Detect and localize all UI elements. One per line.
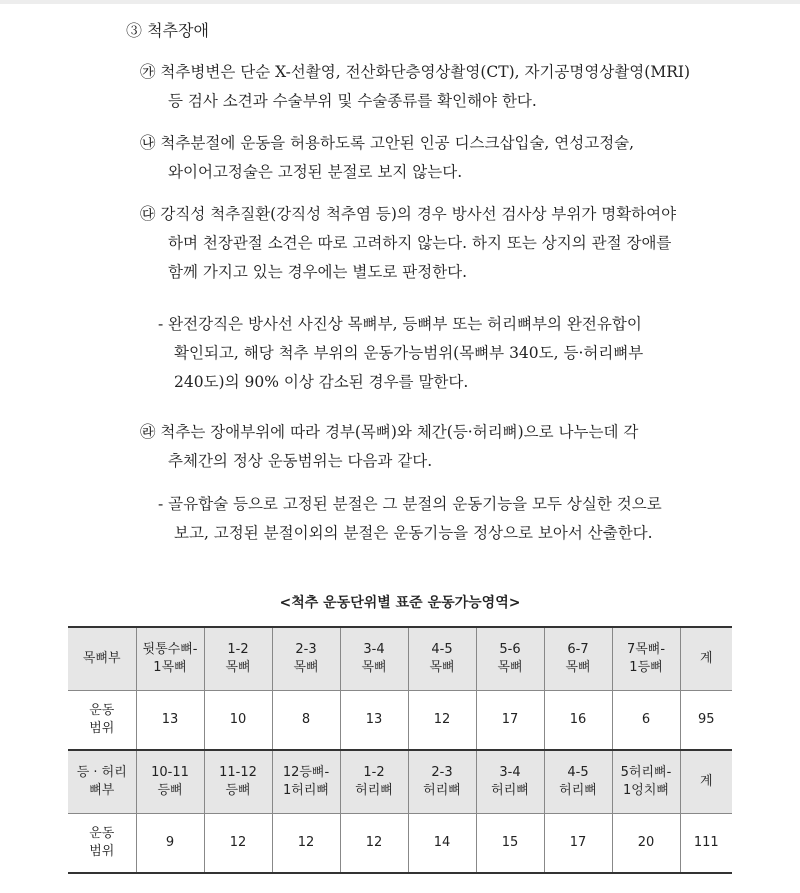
table-cell-text: 16 bbox=[569, 712, 587, 727]
table-cell bbox=[680, 750, 732, 814]
table-cell-text: 허리뼈 bbox=[423, 783, 461, 798]
table-cell-text: 13 bbox=[365, 712, 383, 727]
sub-item-fusion bbox=[158, 490, 738, 548]
table-cell bbox=[68, 691, 136, 751]
table-cell bbox=[476, 814, 544, 874]
section-heading: ③ 척추장애 bbox=[126, 21, 209, 40]
table-cell-text: 2-3 bbox=[431, 765, 453, 780]
table-cell-text: 10 bbox=[229, 712, 247, 727]
paragraph-line: - 골유합술 등으로 고정된 분절은 그 분절의 운동기능을 모두 상실한 것으로 bbox=[158, 495, 662, 513]
table-cell-text: 목뼈 bbox=[497, 660, 523, 675]
table-cell-text: 등뼈 bbox=[157, 783, 183, 798]
table-cell-text: 17 bbox=[569, 835, 587, 850]
table-cell-text: 6 bbox=[641, 712, 651, 727]
table-cell-text: 범위 bbox=[89, 721, 115, 736]
table-cell-text: 허리뼈 bbox=[491, 783, 529, 798]
table-cell bbox=[476, 627, 544, 691]
table-cell-text: 3-4 bbox=[363, 642, 385, 657]
paragraph-line: 추체간의 정상 운동범위는 다음과 같다. bbox=[168, 452, 433, 470]
table-cell-text: 111 bbox=[693, 835, 719, 850]
table-cell-text: 1-2 bbox=[363, 765, 385, 780]
table-cell-text: 계 bbox=[699, 774, 713, 789]
table-cell bbox=[680, 627, 732, 691]
table-cell-text: 8 bbox=[301, 712, 311, 727]
table-cell bbox=[544, 691, 612, 751]
table-cell bbox=[272, 814, 340, 874]
table-cell-text: 등뼈 bbox=[225, 783, 251, 798]
paragraph-ra bbox=[140, 418, 740, 476]
table-cell-text: 4-5 bbox=[431, 642, 453, 657]
table-cell bbox=[476, 691, 544, 751]
table-cell bbox=[68, 750, 136, 814]
table-cell-text: 5허리뼈- bbox=[620, 765, 672, 780]
table-cell bbox=[68, 814, 136, 874]
table-cell bbox=[340, 814, 408, 874]
table-cell-text: 1엉치뼈 bbox=[623, 783, 669, 798]
paragraph-line: 240도)의 90% 이상 감소된 경우를 말한다. bbox=[174, 373, 469, 391]
paragraph-line: ㉮ 척추병변은 단순 X-선촬영, 전산화단층영상촬영(CT), 자기공명영상촬영(MRI) bbox=[140, 63, 691, 81]
paragraph-line: ㉱ 척추는 장애부위에 따라 경부(목뼈)와 체간(등·허리뼈)으로 나누는데 각 bbox=[140, 423, 639, 441]
table-cell bbox=[68, 627, 136, 691]
thoracolumbar-values-row bbox=[68, 814, 732, 874]
cervical-values-row bbox=[68, 691, 732, 751]
table-cell bbox=[272, 691, 340, 751]
table-cell-text: 17 bbox=[501, 712, 519, 727]
motion-range-table bbox=[68, 626, 732, 874]
table-cell-text: 범위 bbox=[89, 844, 115, 859]
table-cell bbox=[476, 750, 544, 814]
table-cell bbox=[136, 750, 204, 814]
table-cell-text: 12등뼈- bbox=[282, 765, 330, 780]
thoracolumbar-header-row bbox=[68, 750, 732, 814]
table-cell-text: 허리뼈 bbox=[559, 783, 597, 798]
table-cell-text: 1-2 bbox=[227, 642, 249, 657]
table-cell bbox=[272, 750, 340, 814]
table-cell-text: 12 bbox=[297, 835, 315, 850]
paragraph-line: 하며 천장관절 소견은 따로 고려하지 않는다. 하지 또는 상지의 관절 장애를 bbox=[168, 234, 672, 252]
table-cell bbox=[408, 691, 476, 751]
table-cell-text: 13 bbox=[161, 712, 179, 727]
table-cell-text: 4-5 bbox=[567, 765, 589, 780]
sub-item-full-ankylosis bbox=[158, 310, 738, 397]
table-cell-text: 목뼈 bbox=[225, 660, 251, 675]
top-strip bbox=[0, 0, 800, 4]
paragraph-line: ㉯ 척추분절에 운동을 허용하도록 고안된 인공 디스크삽입술, 연성고정술, bbox=[140, 134, 635, 152]
table-cell bbox=[680, 691, 732, 751]
table-cell bbox=[340, 691, 408, 751]
table-cell bbox=[680, 814, 732, 874]
table-cell bbox=[136, 814, 204, 874]
paragraph-line: ㉰ 강직성 척추질환(강직성 척추염 등)의 경우 방사선 검사상 부위가 명확하여야 bbox=[140, 205, 677, 223]
cervical-header-row bbox=[68, 627, 732, 691]
paragraph-da bbox=[140, 200, 740, 287]
table-cell-text: 1등뼈 bbox=[629, 660, 663, 675]
table-cell-text: 뒷통수뼈- bbox=[142, 642, 198, 657]
table-cell-text: 목뼈 bbox=[293, 660, 319, 675]
paragraph-line: 와이어고정술은 고정된 분절로 보지 않는다. bbox=[168, 163, 463, 181]
table-cell bbox=[544, 750, 612, 814]
table-cell-text: 15 bbox=[501, 835, 519, 850]
table-cell bbox=[408, 814, 476, 874]
table-cell bbox=[136, 627, 204, 691]
table-cell bbox=[544, 814, 612, 874]
table-cell bbox=[272, 627, 340, 691]
table-cell bbox=[204, 814, 272, 874]
table-cell-text: 11-12 bbox=[219, 765, 257, 780]
table-cell-text: 12 bbox=[365, 835, 383, 850]
table-cell bbox=[204, 750, 272, 814]
table-cell-text: 6-7 bbox=[567, 642, 589, 657]
table-cell-text: 7목뼈- bbox=[626, 642, 666, 657]
paragraph-na bbox=[140, 129, 740, 187]
table-cell-text: 등 · 허리 bbox=[76, 765, 127, 780]
table-cell-text: 목뼈부 bbox=[82, 651, 121, 666]
table-cell-text: 1목뼈 bbox=[153, 660, 187, 675]
table-cell-text: 목뼈 bbox=[429, 660, 455, 675]
table-cell bbox=[544, 627, 612, 691]
table-cell bbox=[612, 750, 680, 814]
paragraph-ga bbox=[140, 58, 740, 116]
table-cell bbox=[408, 627, 476, 691]
paragraph-line: - 완전강직은 방사선 사진상 목뼈부, 등뼈부 또는 허리뼈부의 완전유합이 bbox=[158, 315, 642, 333]
table-cell-text: 2-3 bbox=[295, 642, 317, 657]
table-cell bbox=[612, 814, 680, 874]
table-cell bbox=[136, 691, 204, 751]
table-cell-text: 10-11 bbox=[151, 765, 189, 780]
table-cell-text: 운동 bbox=[89, 703, 115, 718]
paragraph-line: 등 검사 소견과 수술부위 및 수술종류를 확인해야 한다. bbox=[168, 92, 537, 110]
table-cell-text: 12 bbox=[433, 712, 451, 727]
table-cell bbox=[204, 691, 272, 751]
paragraph-line: 보고, 고정된 분절이외의 분절은 운동기능을 정상으로 보아서 산출한다. bbox=[174, 524, 653, 542]
table-cell-text: 허리뼈 bbox=[355, 783, 393, 798]
table-title: <척추 운동단위별 표준 운동가능영역> bbox=[279, 595, 521, 611]
table-cell-text: 95 bbox=[697, 712, 715, 727]
paragraph-line: 함께 가지고 있는 경우에는 별도로 판정한다. bbox=[168, 263, 468, 281]
table-cell-text: 5-6 bbox=[499, 642, 521, 657]
table-cell-text: 14 bbox=[433, 835, 451, 850]
table-cell-text: 목뼈 bbox=[361, 660, 387, 675]
table-cell bbox=[340, 627, 408, 691]
table-cell-text: 9 bbox=[165, 835, 175, 850]
table-cell-text: 계 bbox=[699, 651, 713, 666]
table-cell-text: 12 bbox=[229, 835, 247, 850]
paragraph-line: 확인되고, 해당 척추 부위의 운동가능범위(목뼈부 340도, 등·허리뼈부 bbox=[174, 344, 644, 362]
table-cell-text: 20 bbox=[637, 835, 655, 850]
table-cell bbox=[612, 627, 680, 691]
table-cell bbox=[408, 750, 476, 814]
table-cell-text: 뼈부 bbox=[89, 783, 115, 798]
table-cell-text: 1허리뼈 bbox=[283, 783, 329, 798]
table-cell bbox=[612, 691, 680, 751]
table-cell bbox=[204, 627, 272, 691]
table-cell-text: 운동 bbox=[89, 826, 115, 841]
table-cell-text: 3-4 bbox=[499, 765, 521, 780]
table-cell-text: 목뼈 bbox=[565, 660, 591, 675]
table-cell bbox=[340, 750, 408, 814]
